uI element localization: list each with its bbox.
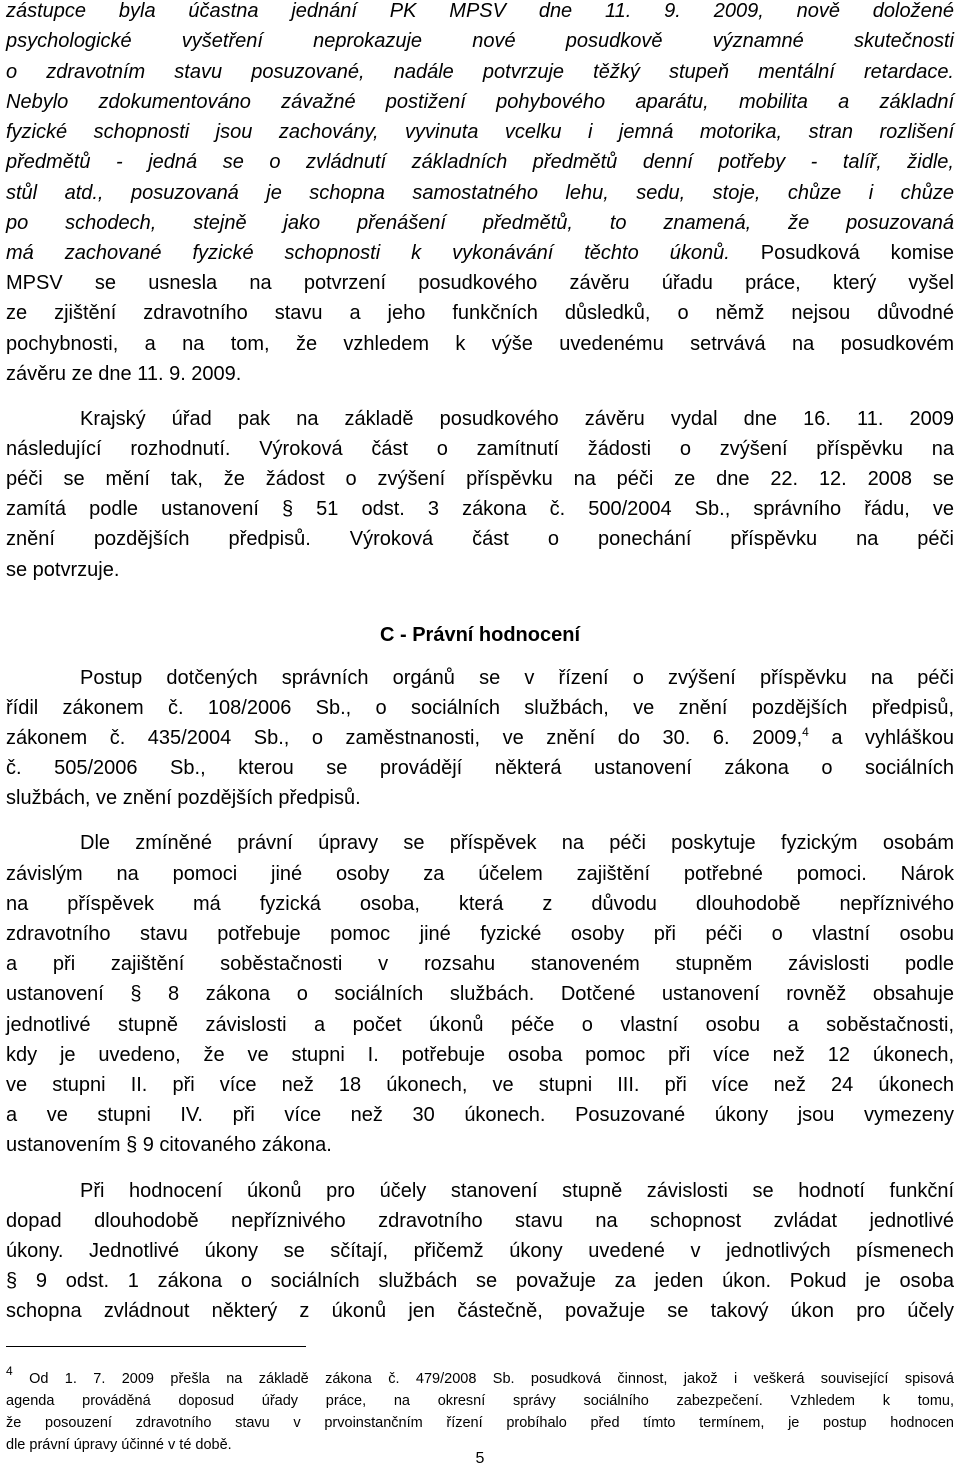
text-line bbox=[6, 57, 954, 87]
text-line bbox=[80, 828, 954, 858]
text-line-content: závislým na pomoci jiné osoby za účelem zajištění potřebné pomoci. Nárok bbox=[6, 863, 954, 885]
footnote-text: dle právní úpravy účinné v té době. bbox=[6, 1437, 232, 1453]
text-line bbox=[6, 208, 954, 238]
text-line bbox=[6, 1236, 954, 1266]
text-line bbox=[6, 268, 954, 298]
text-line bbox=[6, 949, 954, 979]
text-line-content: znění pozdějších předpisů. Výroková část o ponechání příspěvku na péči bbox=[6, 528, 954, 550]
text-line bbox=[80, 1176, 954, 1206]
text-line bbox=[6, 1070, 954, 1100]
text-line-content: následující rozhodnutí. Výroková část o zamítnutí žádosti o zvýšení příspěvku na bbox=[6, 438, 954, 460]
text-line-content: a při zajištění soběstačnosti v rozsahu stanoveném stupněm závislosti podle bbox=[6, 953, 954, 975]
text-line bbox=[6, 1296, 954, 1326]
footnote-separator bbox=[6, 1346, 306, 1347]
text-line-content: zákonem č. 435/2004 Sb., o zaměstnanosti, ve znění do 30. 6. 2009, bbox=[6, 727, 803, 749]
text-line-content: kdy je uvedeno, že ve stupni I. potřebuje osoba pomoc při více než 12 úkonech, bbox=[6, 1044, 954, 1066]
text-line-content: psychologické vyšetření neprokazuje nové posudkově významné skutečnosti bbox=[6, 30, 954, 52]
text-line bbox=[6, 1266, 954, 1296]
footnote-line bbox=[6, 1390, 954, 1412]
page-number: 5 bbox=[475, 1450, 485, 1467]
text-line-content: pochybnosti, a na tom, že vzhledem k výše uvedenému setrvává na posudkovém bbox=[6, 333, 954, 355]
text-line-content: a ve stupni IV. při více než 30 úkonech. Posuzované úkony jsou vymezeny bbox=[6, 1104, 954, 1126]
text-line-content: předmětů - jedná se o zvládnutí základních předmětů denní potřeby - talíř, židle, bbox=[6, 151, 954, 173]
text-line bbox=[6, 1040, 954, 1070]
text-line bbox=[6, 1010, 954, 1040]
text-line-content: MPSV se usnesla na potvrzení posudkového závěru úřadu práce, který vyšel bbox=[6, 272, 954, 294]
text-line-content: zástupce byla účastna jednání PK MPSV dne 11. 9. 2009, nově doložené bbox=[6, 0, 954, 22]
text-line bbox=[6, 723, 954, 753]
text-line-content: schopna zvládnout některý z úkonů jen částečně, považuje se takový úkon pro účely bbox=[6, 1300, 954, 1322]
text-line-content: jednotlivé stupně závislosti a počet úkonů péče o vlastní osobu a soběstačnosti, bbox=[6, 1014, 954, 1036]
text-line bbox=[80, 663, 954, 693]
text-line-content: závěru ze dne 11. 9. 2009. bbox=[6, 363, 242, 385]
text-line-content: ze zjištění zdravotního stavu a jeho funkčních důsledků, o němž nejsou důvodné bbox=[6, 302, 954, 324]
text-line bbox=[6, 87, 954, 117]
text-line-content: Nebylo zdokumentováno závažné postižení pohybového aparátu, mobilita a základní bbox=[6, 91, 954, 113]
text-line-content: řídil zákonem č. 108/2006 Sb., o sociálních službách, ve znění pozdějších předpisů, bbox=[6, 697, 954, 719]
text-line bbox=[6, 178, 954, 208]
footnote-text: Od 1. 7. 2009 přešla na základě zákona č. 479/2008 Sb. posudková činnost, jakož i veškerá související spisová bbox=[12, 1371, 954, 1387]
text-line bbox=[6, 524, 954, 554]
text-line-content: č. 505/2006 Sb., kterou se provádějí některá ustanovení zákona o sociálních bbox=[6, 757, 954, 779]
text-line-content: se potvrzuje. bbox=[6, 559, 120, 581]
footnote-line bbox=[6, 1364, 954, 1390]
text-line-content: po schodech, stejně jako přenášení předmětů, to znamená, že posuzovaná bbox=[6, 212, 954, 234]
text-line-content: C - Právní hodnocení bbox=[379, 624, 581, 646]
text-line bbox=[6, 238, 954, 268]
text-line bbox=[6, 889, 954, 919]
text-line-content: ustanovením § 9 citovaného zákona. bbox=[6, 1134, 332, 1156]
text-line-content: Při hodnocení úkonů pro účely stanovení stupně závislosti se hodnotí funkční bbox=[80, 1180, 954, 1202]
text-line bbox=[6, 359, 954, 389]
text-line bbox=[6, 1130, 954, 1160]
text-line-content: Dle zmíněné právní úpravy se příspěvek na péči poskytuje fyzickým osobám bbox=[80, 832, 954, 854]
text-line bbox=[6, 26, 954, 56]
text-line-content: ve stupni II. při více než 18 úkonech, ve stupni III. při více než 24 úkonech bbox=[6, 1074, 954, 1096]
text-line bbox=[6, 1100, 954, 1130]
text-line-content: službách, ve znění pozdějších předpisů. bbox=[6, 787, 361, 809]
text-line bbox=[6, 0, 954, 26]
text-line bbox=[6, 859, 954, 889]
section-heading bbox=[6, 620, 954, 650]
text-line-tail: Posudková komise bbox=[729, 242, 955, 264]
text-line-content: má zachované fyzické schopnosti k vykonávání těchto úkonů. bbox=[6, 242, 730, 264]
text-line-content: zamítá podle ustanovení § 51 odst. 3 zákona č. 500/2004 Sb., správního řádu, ve bbox=[6, 498, 954, 520]
footnote-text: agenda prováděná doposud úřady práce, na okresní správy sociálního zabezpečení. Vzhledem k tomu, bbox=[6, 1393, 954, 1409]
footnote-text: že posouzení zdravotního stavu v prvoinstančním řízení probíhalo před tímto termínem, je postup hodnocen bbox=[6, 1415, 954, 1431]
text-line-content: fyzické schopnosti jsou zachovány, vyvinuta vcelku i jemná motorika, stran rozlišení bbox=[6, 121, 954, 143]
text-line-content: na příspěvek má fyzická osoba, která z důvodu dlouhodobě nepříznivého bbox=[6, 893, 954, 915]
text-line-content: Postup dotčených správních orgánů se v řízení o zvýšení příspěvku na péči bbox=[80, 667, 954, 689]
text-line bbox=[6, 979, 954, 1009]
text-line-content: o zdravotním stavu posuzované, nadále potvrzuje těžký stupeň mentální retardace. bbox=[6, 61, 954, 83]
footnote-reference: 4 bbox=[802, 725, 809, 739]
text-line-content: ustanovení § 8 zákona o sociálních službách. Dotčené ustanovení rovněž obsahuje bbox=[6, 983, 954, 1005]
text-line bbox=[6, 1206, 954, 1236]
text-line-content: úkony. Jednotlivé úkony se sčítají, přičemž úkony uvedené v jednotlivých písmenech bbox=[6, 1240, 954, 1262]
text-line bbox=[6, 753, 954, 783]
text-line-content: zdravotního stavu potřebuje pomoc jiné fyzické osoby při péči o vlastní osobu bbox=[6, 923, 954, 945]
text-line-content: dopad dlouhodobě nepříznivého zdravotního stavu na schopnost zvládat jednotlivé bbox=[6, 1210, 954, 1232]
text-line bbox=[6, 494, 954, 524]
text-line bbox=[6, 298, 954, 328]
text-line-content: § 9 odst. 1 zákona o sociálních službách se považuje za jeden úkon. Pokud je osoba bbox=[6, 1270, 954, 1292]
text-line bbox=[6, 693, 954, 723]
text-line bbox=[80, 404, 954, 434]
text-line-tail: a vyhláškou bbox=[808, 727, 954, 749]
text-line bbox=[6, 434, 954, 464]
text-line bbox=[6, 147, 954, 177]
text-line-content: péči se mění tak, že žádost o zvýšení příspěvku na péči ze dne 22. 12. 2008 se bbox=[6, 468, 954, 490]
text-line-content: stůl atd., posuzovaná je schopna samostatného lehu, sedu, stoje, chůze i chůze bbox=[6, 182, 954, 204]
text-line bbox=[6, 329, 954, 359]
text-line bbox=[6, 464, 954, 494]
footnote-line bbox=[6, 1412, 954, 1434]
footnote-number: 4 bbox=[6, 1364, 13, 1378]
text-line bbox=[6, 117, 954, 147]
text-line bbox=[6, 919, 954, 949]
text-line bbox=[6, 555, 954, 585]
text-line bbox=[6, 783, 954, 813]
text-line-content: Krajský úřad pak na základě posudkového závěru vydal dne 16. 11. 2009 bbox=[80, 408, 954, 430]
